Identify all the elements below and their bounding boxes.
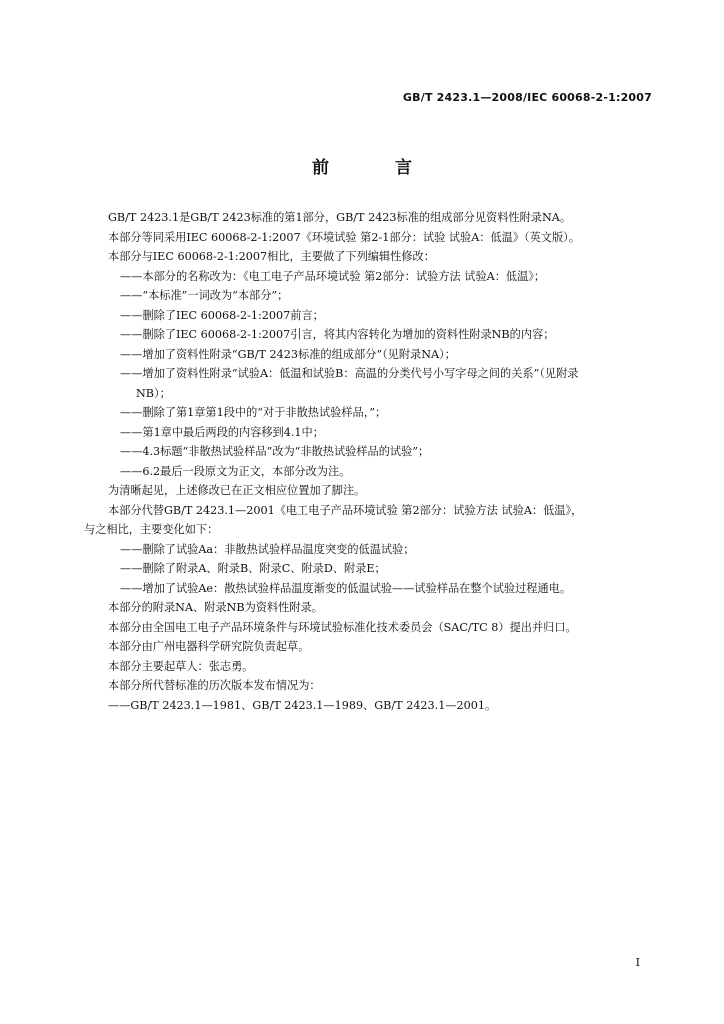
text-line-continuation: 与之相比，主要变化如下：	[84, 523, 219, 536]
text-line: 本部分与IEC 60068-2-1:2007相比，主要做了下列编辑性修改：	[108, 250, 435, 263]
text-line: 本部分由广州电器科学研究院负责起草。	[108, 640, 310, 653]
list-item: ——6.2最后一段原文为正文，本部分改为注。	[120, 464, 351, 478]
list-item: ——删除了IEC 60068-2-1:2007引言，将其内容转化为增加的资料性附录NB的内容；	[120, 328, 555, 341]
list-item: ——4.3标题“非散热试验样品”改为“非散热试验样品的试验”；	[120, 445, 430, 458]
page-title: 前 言	[312, 158, 442, 178]
text-line: 本部分主要起草人：张志勇。	[108, 659, 254, 673]
text-line: 本部分由全国电工电子产品环境条件与环境试验标准化技术委员会（SAC/TC 8）提出并归口。	[108, 620, 577, 634]
text-line: GB/T 2423.1是GB/T 2423标准的第1部分，GB/T 2423标准的组成部分见资料性附录NA。	[108, 211, 572, 224]
list-item: ——删除了第1章第1段中的“对于非散热试验样品，”；	[120, 406, 387, 419]
list-item: ——GB/T 2423.1—1981、GB/T 2423.1—1989、GB/T 2423.1—2001。	[108, 698, 497, 712]
page-number: I	[635, 956, 640, 969]
list-item-continuation: NB）；	[136, 386, 171, 400]
text-line: 本部分所代替标准的历次版本发布情况为：	[108, 679, 321, 692]
standard-code: GB/T 2423.1—2008/IEC 60068-2-1:2007	[402, 91, 652, 104]
text-line: 本部分等同采用IEC 60068-2-1:2007《环境试验 第2-1部分：试验 试验A：低温》（英文版）。	[108, 230, 580, 244]
foreword-body	[84, 208, 659, 715]
list-item: ——第1章中最后两段的内容移到4.1中；	[120, 425, 324, 439]
list-item: ——删除了附录A、附录B、附录C、附录D、附录E；	[120, 562, 386, 575]
list-item: ——增加了试验Ae：散热试验样品温度渐变的低温试验——试验样品在整个试验过程通电。	[120, 581, 572, 595]
list-item: ——增加了资料性附录“试验A：低温和试验B：高温的分类代号小写字母之间的关系”（见附录	[120, 367, 579, 380]
list-item: ——“本标准”一词改为“本部分”；	[120, 289, 289, 302]
list-item: ——删除了IEC 60068-2-1:2007前言；	[120, 308, 324, 322]
text-line: 本部分的附录NA、附录NB为资料性附录。	[108, 601, 323, 614]
list-item: ——删除了试验Aa：非散热试验样品温度突变的低温试验；	[120, 542, 415, 556]
list-item: ——增加了资料性附录“GB/T 2423标准的组成部分”（见附录NA）；	[120, 347, 456, 361]
list-item: ——本部分的名称改为：《电工电子产品环境试验 第2部分：试验方法 试验A：低温》；	[120, 269, 546, 283]
text-line: 为清晰起见，上述修改已在正文相应位置加了脚注。	[108, 484, 366, 497]
text-line: 本部分代替GB/T 2423.1—2001《电工电子产品环境试验 第2部分：试验方法 试验A：低温》，	[108, 503, 583, 517]
